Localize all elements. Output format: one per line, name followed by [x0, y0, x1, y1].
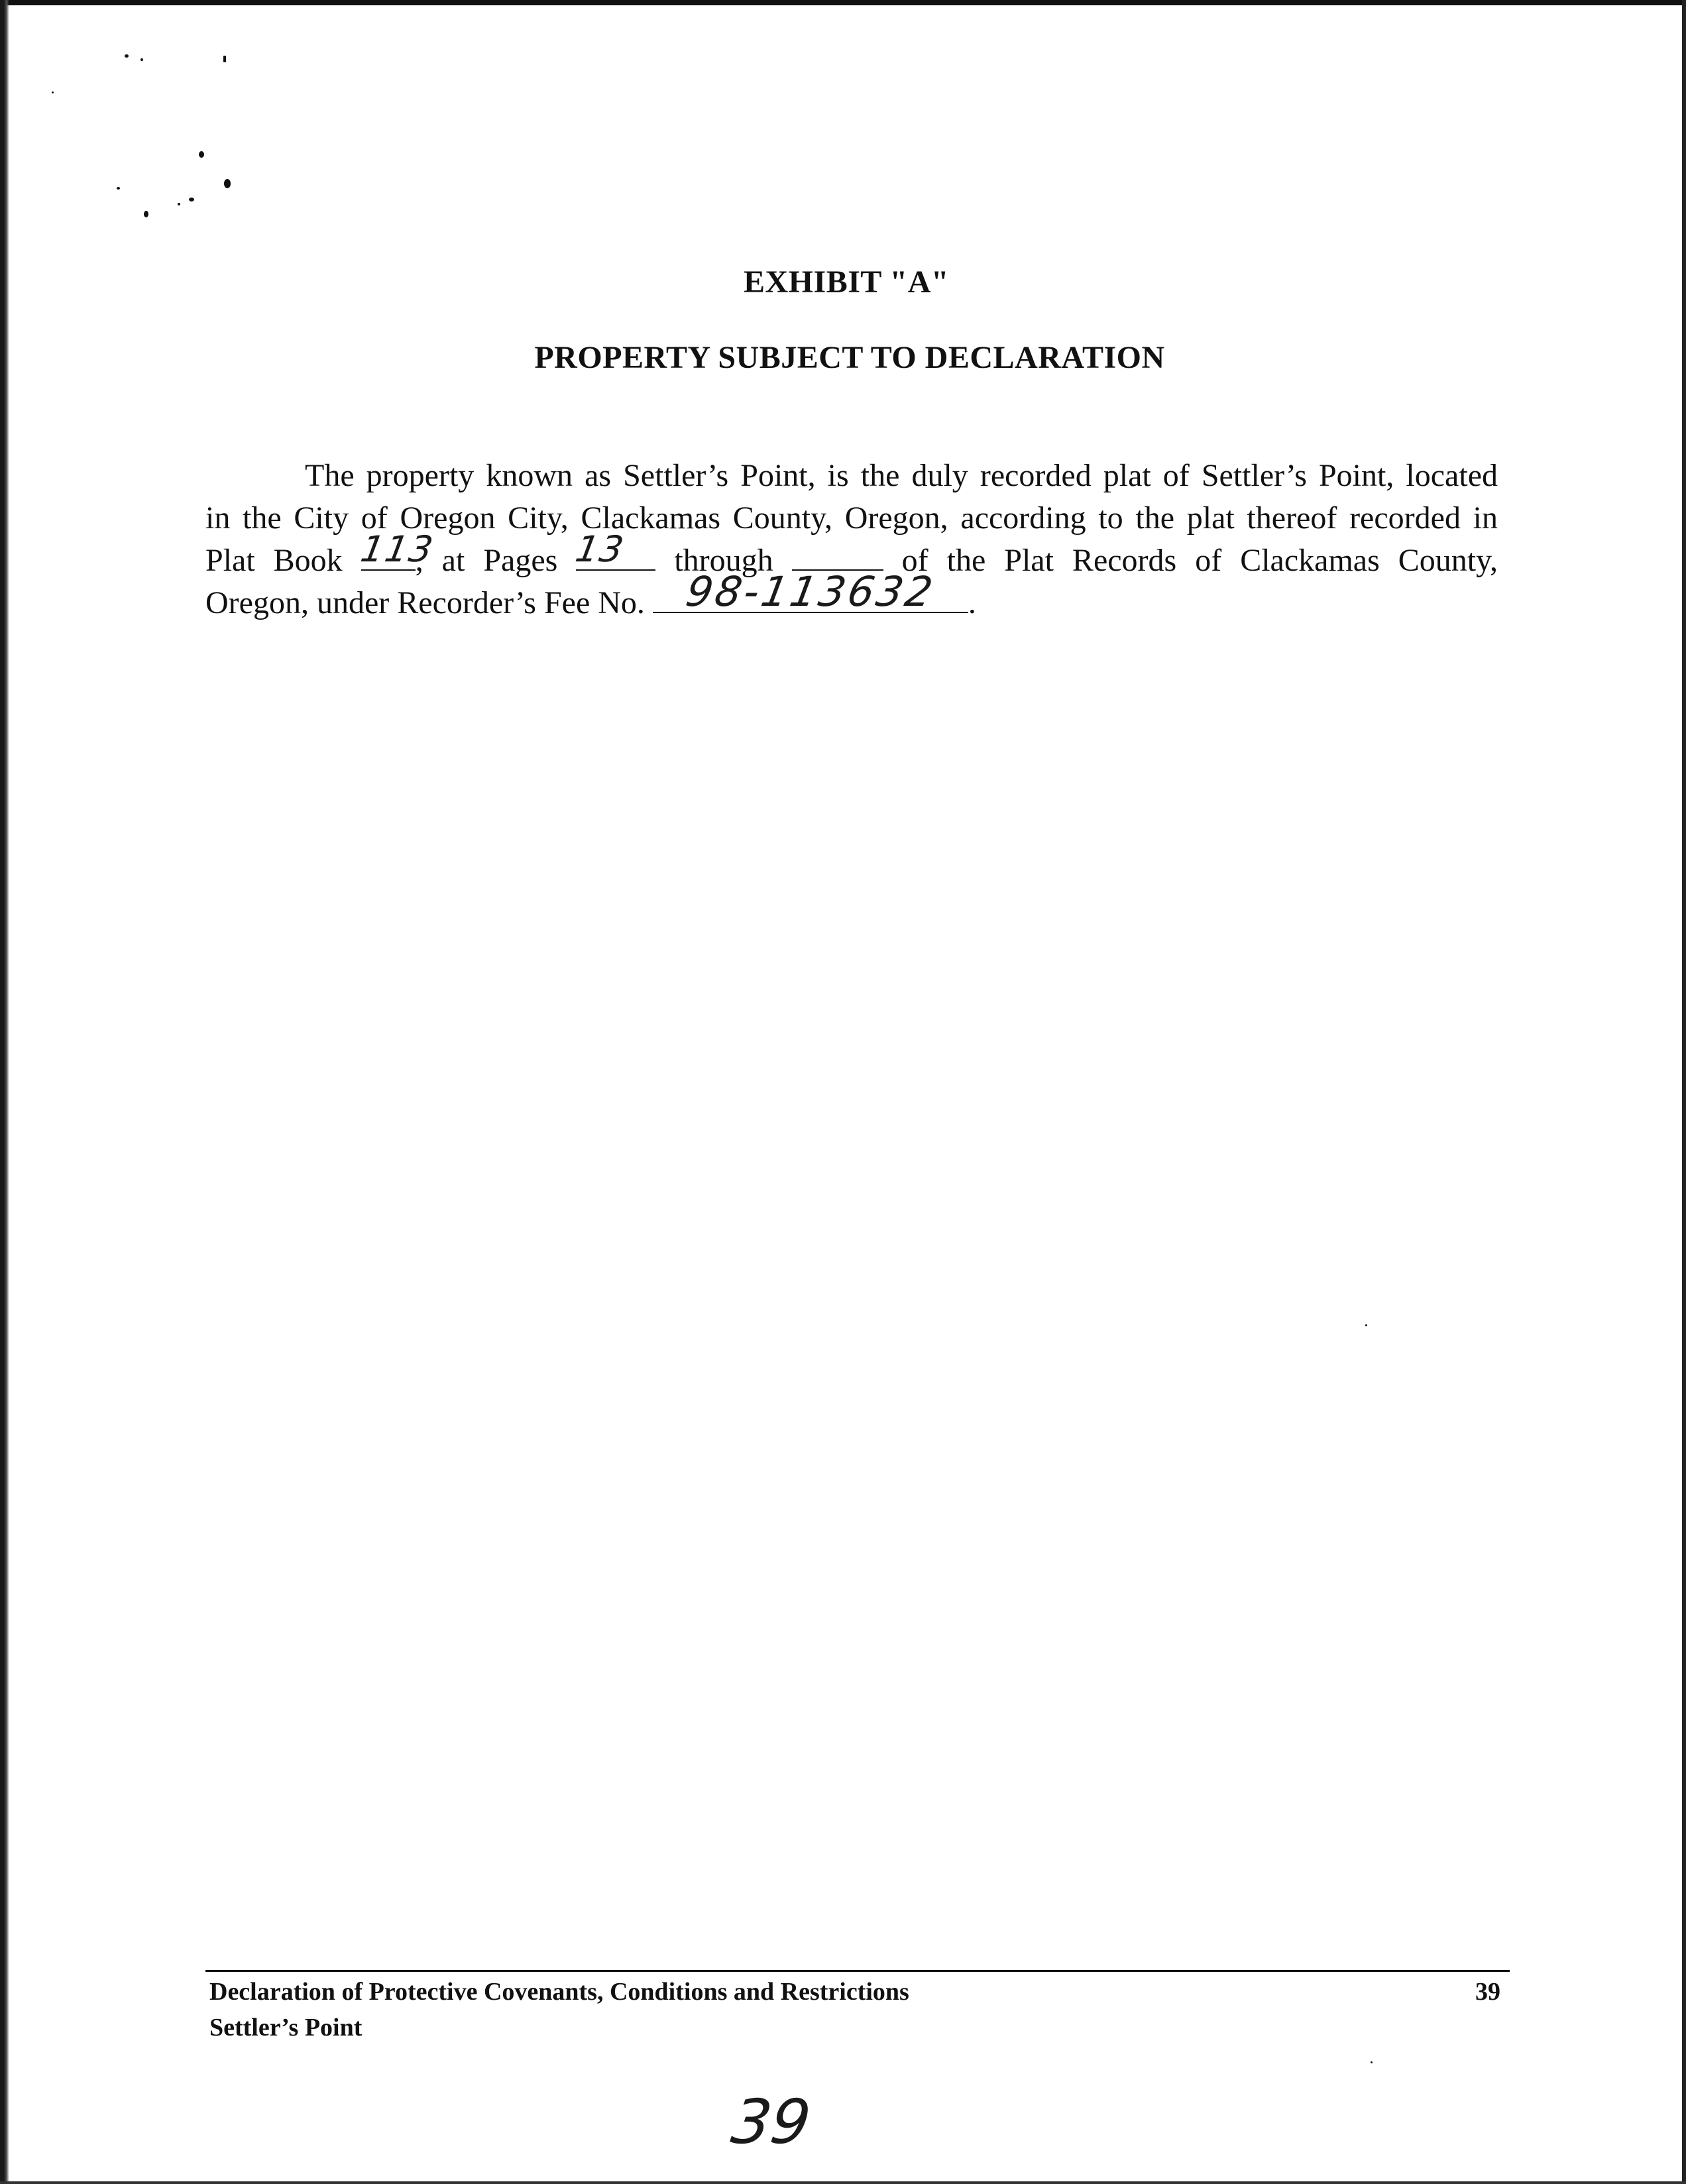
pages-through-blank [792, 542, 883, 571]
scan-left-edge [0, 0, 9, 2184]
fee-no-label: Oregon, under Recorder’s Fee No. [205, 585, 645, 620]
scan-bottom-edge [0, 2181, 1686, 2184]
scan-speck [144, 211, 148, 217]
through-label: through [674, 543, 773, 578]
scan-speck [178, 203, 180, 205]
fee-no-handwriting: 98-113632 [682, 567, 939, 616]
scan-speck [125, 54, 129, 58]
scan-speck [223, 56, 226, 62]
footer-rule [205, 1970, 1510, 1972]
scan-speck [199, 151, 204, 158]
fee-no-blank [653, 567, 968, 616]
pages-from-blank [572, 528, 655, 571]
footer-project-name: Settler’s Point [209, 2014, 363, 2041]
footer-page-number: 39 [1475, 1978, 1500, 2006]
section-title: PROPERTY SUBJECT TO DECLARATION [534, 340, 1165, 375]
paragraph-line-2: in the City of Oregon City, Clackamas County, Oregon, according to the plat thereof recorded in [205, 500, 1498, 536]
scan-speck [140, 58, 143, 61]
scan-speck [52, 91, 54, 93]
paragraph-line-4 [205, 567, 1498, 624]
plat-records-label: of the Plat Records of Clackamas County, [901, 543, 1498, 578]
paragraph-line-1: The property known as Settler’s Point, is the duly recorded plat of Settler’s Point, located [305, 458, 1498, 493]
scan-speck [1365, 1324, 1367, 1326]
pages-from-handwriting: 13 [572, 528, 628, 570]
exhibit-title: EXHIBIT "A" [744, 264, 949, 300]
scan-speck [224, 179, 231, 188]
scan-top-edge [0, 0, 1686, 5]
scan-speck [189, 198, 194, 201]
plat-book-blank [357, 528, 437, 571]
scan-right-edge [1682, 0, 1686, 2184]
plat-book-label: Plat Book [205, 543, 343, 578]
handwritten-page-number: 39 [727, 2087, 815, 2157]
property-description [205, 455, 1498, 624]
footer-document-title: Declaration of Protective Covenants, Conditions and Restrictions [209, 1978, 909, 2006]
scan-speck [1371, 2061, 1373, 2063]
scan-speck [117, 187, 120, 190]
fee-no-period: . [968, 585, 976, 620]
pages-label: , at Pages [415, 543, 558, 578]
plat-book-handwriting: 113 [357, 528, 437, 570]
